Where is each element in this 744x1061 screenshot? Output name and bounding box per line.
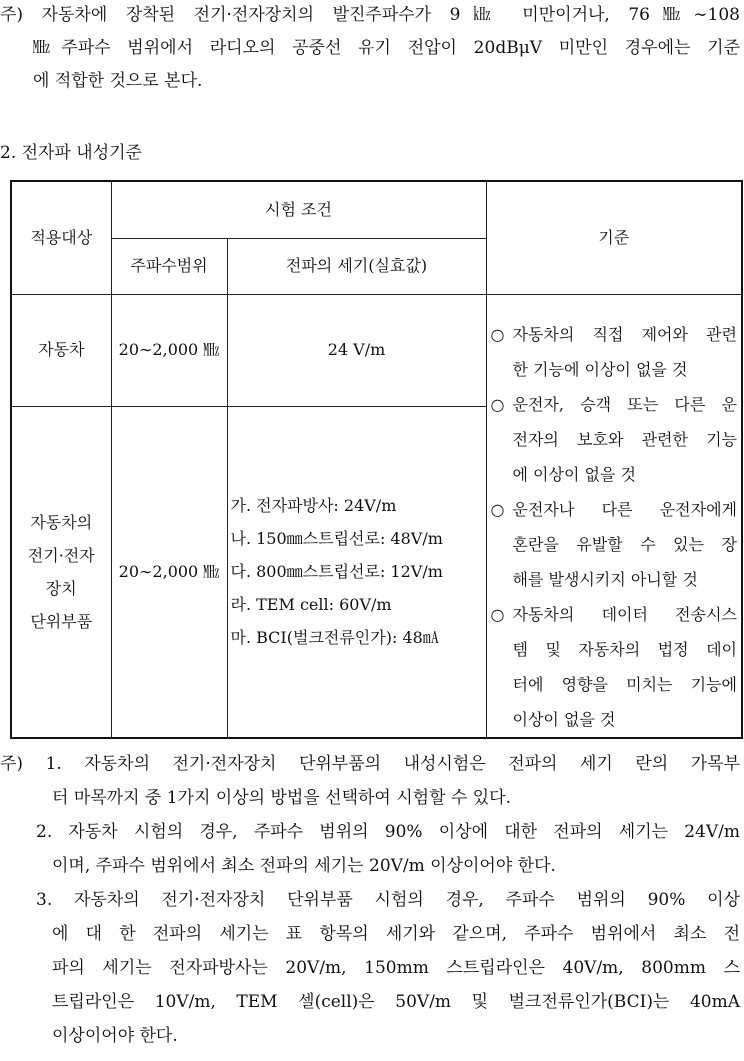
criteria-line: 한 기능에 이상이 없을 것 — [512, 359, 688, 379]
header-target: 적용대상 — [11, 181, 111, 294]
row2-target — [11, 407, 111, 738]
criteria-line: 해를 발생시키지 아니할 것 — [512, 569, 698, 589]
strength-item: 나. 150㎜스트립선로: 48V/m — [230, 529, 443, 549]
criteria-line: 템 및 자동차의 법정 데이 — [512, 639, 738, 659]
criteria-line: 자동차의 직접 제어와 관련 — [512, 324, 738, 344]
criteria-line: 운전자나 다른 운전자에게 — [512, 499, 738, 519]
bullet-circle: ○ — [490, 499, 505, 519]
bullet-circle: ○ — [490, 394, 505, 414]
top-note-line-3: 에 적합한 것으로 본다. — [33, 71, 203, 91]
row2-target-line: 장치 — [45, 578, 77, 598]
strength-item: 다. 800㎜스트립선로: 12V/m — [230, 562, 443, 582]
note-line: 이상이어야 한다. — [52, 1026, 178, 1046]
criteria-line: 전자의 보호와 관련한 기능 — [512, 429, 738, 449]
row2-freq: 20∼2,000 ㎒ — [111, 407, 227, 738]
immunity-standard-table — [10, 180, 743, 739]
section-title: 2. 전자파 내성기준 — [0, 143, 142, 163]
note-line: 파의 세기는 전자파방사는 20V/m, 150mm 스트립라인은 40V/m, 800mm 스 — [52, 958, 740, 978]
row1-strength: 24 V/m — [227, 294, 486, 407]
note-line: 3. 자동차의 전기·전자장치 단위부품 시험의 경우, 주파수 범위의 90% 이상 — [36, 890, 740, 910]
criteria-line: 터에 영향을 미치는 기능에 — [512, 674, 738, 694]
criteria-line: 이상이 없을 것 — [512, 709, 616, 729]
criteria-item — [491, 492, 738, 597]
note-line: 터 마목까지 중 1가지 이상의 방법을 선택하여 시험할 수 있다. — [52, 788, 511, 808]
top-note-line-1: 주) 자동차에 장착된 전기·전자장치의 발진주파수가 9㎑ 미만이거나, 76㎒∼108 — [0, 5, 740, 25]
bullet-circle: ○ — [490, 324, 505, 344]
note-line: 트립라인은 10V/m, TEM 셀(cell)은 50V/m 및 벌크전류인가(BCI)는 40mA — [52, 992, 740, 1012]
note-line: 주) 1. 자동차의 전기·전자장치 단위부품의 내성시험은 전파의 세기 란의 가목부 — [0, 754, 740, 774]
bullet-circle: ○ — [490, 604, 505, 624]
note-line: 이며, 주파수 범위에서 최소 전파의 세기는 20V/m 이상이어야 한다. — [52, 856, 556, 876]
row1-target: 자동차 — [11, 294, 111, 407]
criteria-cell — [486, 294, 742, 738]
row2-strength-items — [227, 407, 486, 738]
strength-item: 가. 전자파방사: 24V/m — [230, 496, 397, 516]
row2-target-line: 전기·전자 — [27, 545, 95, 565]
row2-target-line: 단위부품 — [30, 611, 93, 631]
criteria-line: 혼란을 유발할 수 있는 장 — [512, 534, 738, 554]
note-line: 에 대 한 전파의 세기는 표 항목의 세기와 같으며, 주파수 범위에서 최소 전 — [52, 924, 740, 944]
top-note-line-2: ㎒주파수 범위에서 라디오의 공중선 유기 전압이 20dBμV 미만인 경우에는 기준 — [33, 38, 740, 58]
row2-target-line: 자동차의 — [30, 512, 93, 532]
note-line: 2. 자동차 시험의 경우, 주파수 범위의 90% 이상에 대한 전파의 세기는 24V/m — [36, 822, 740, 842]
header-test-conditions: 시험 조건 — [111, 181, 486, 238]
header-criteria: 기준 — [486, 181, 742, 294]
criteria-line: 운전자, 승객 또는 다른 운 — [512, 394, 738, 414]
criteria-line: 자동차의 데이터 전송시스 — [512, 604, 738, 624]
header-field-strength: 전파의 세기(실효값) — [227, 238, 486, 294]
criteria-item — [491, 597, 738, 737]
strength-item: 라. TEM cell: 60V/m — [230, 595, 392, 615]
criteria-line: 에 이상이 없을 것 — [512, 464, 636, 484]
header-freq-range: 주파수범위 — [111, 238, 227, 294]
criteria-item — [491, 387, 738, 492]
row1-freq: 20∼2,000 ㎒ — [111, 294, 227, 407]
strength-item: 마. BCI(벌크전류인가): 48㎃ — [230, 628, 439, 648]
criteria-item — [491, 317, 738, 387]
